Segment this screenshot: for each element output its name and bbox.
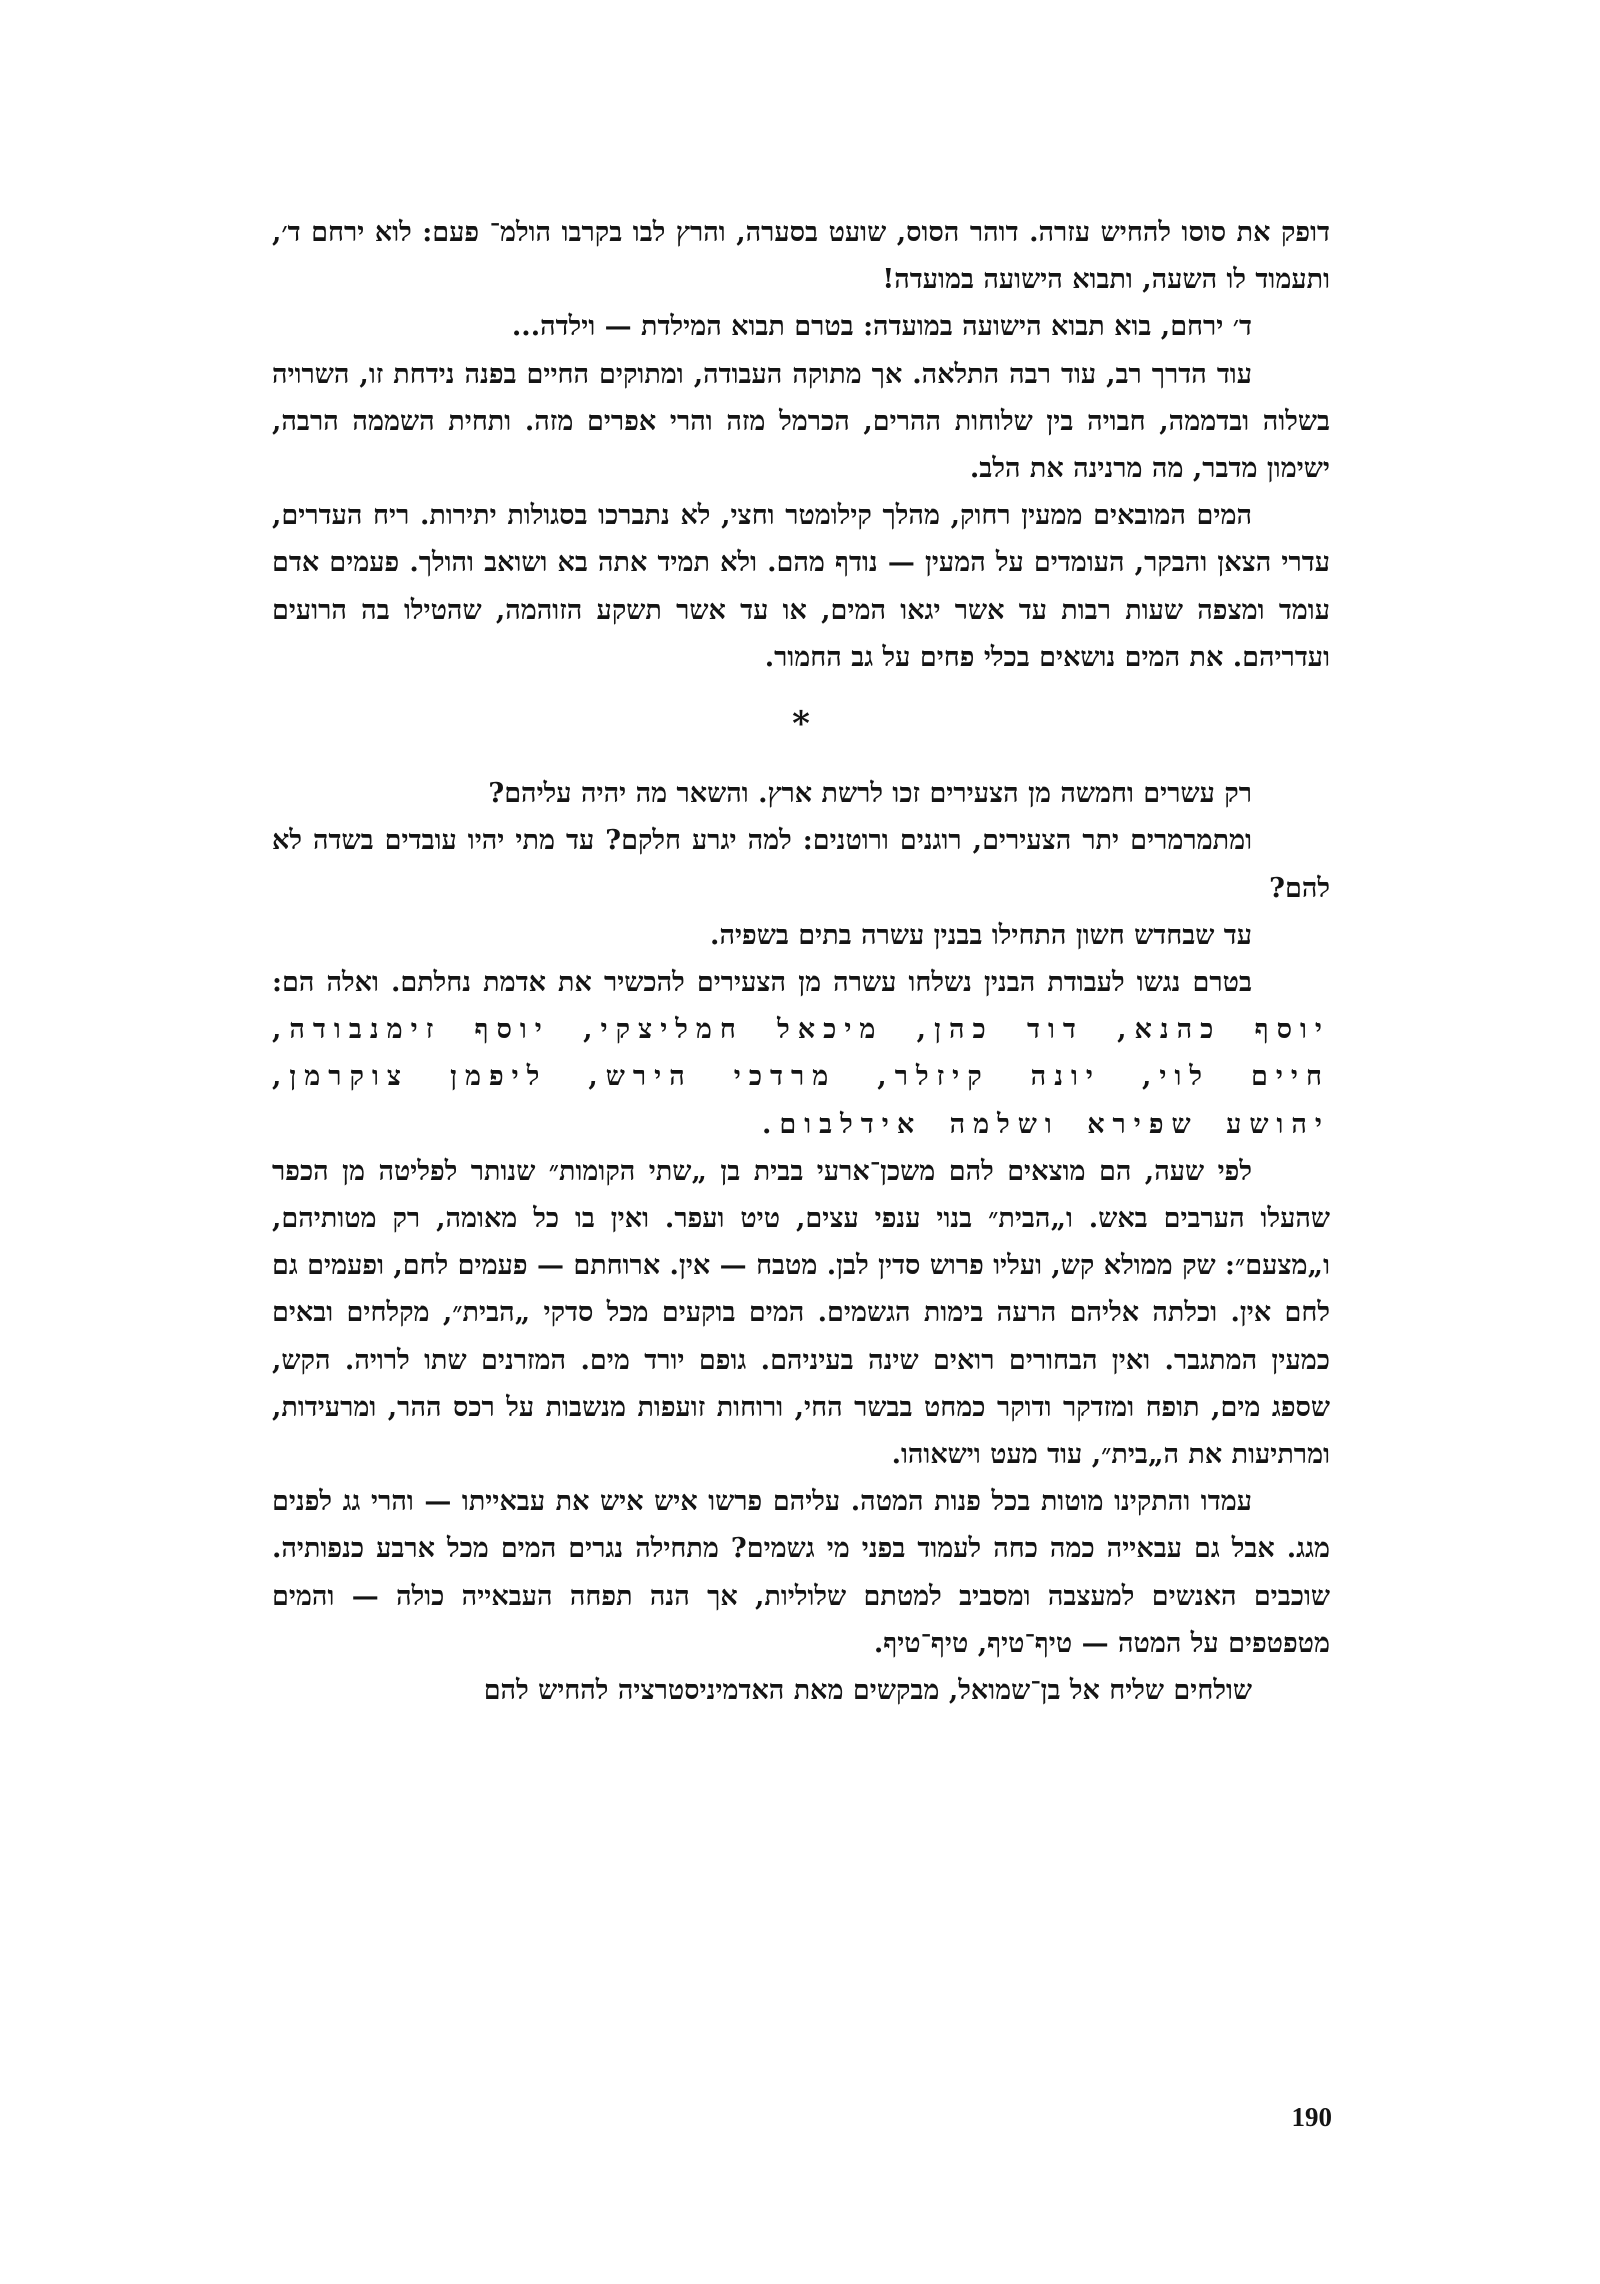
paragraph-1: דופק את סוסו להחיש עזרה. דוהר הסוס, שועט בסערה, והרץ לבו בקרבו הולמ־ פעם: לוא ירחם ד׳, ותעמוד לו השעה, ותבוא הישועה במועדה!	[272, 217, 1330, 296]
page-number: 190	[1291, 2102, 1332, 2132]
names-list: יוסף כהנא, דוד כהן, מיכאל חמליצקי, יוסף זימנבודה, חיים לוי, יונה קיזלר, מרדכי הירש, ליפמן צוקרמן, יהושע שפירא ושלמה אידלבום.	[272, 1014, 1330, 1140]
names-lead: בטרם נגשו לעבודת הבנין נשלחו עשרה מן הצעירים להכשיר את אדמת נחלתם. ואלה הם:	[272, 967, 1252, 999]
paragraph-9: עמדו והתקינו מוטות בכל פנות המטה. עליהם פרשו איש איש את עבאייתו — והרי גג לפנים מגג. אבל גם עבאייה כמה כחה לעמוד בפני מי גשמים? מתחילה נגרים המים מכל ארבע כנפותיה. שוכבים האנשים למעצבה ומסביב למטתם שלוליות, אך הנה תפחה העבאייה כולה — והמים מטפטפים על המטה — טיף־טיף, טיף־טיף.	[272, 1486, 1330, 1659]
paragraph-8: לפי שעה, הם מוצאים להם משכן־ארעי בבית בן „שתי הקומות״ שנותר לפליטה מן הכפר שהעלו הערבים באש. ו„הבית״ בנוי ענפי עצים, טיט ועפר. ואין בו כל מאומה, רק מטותיהם, ו„מצעם״: שק ממולא קש, ועליו פרוש סדין לבן. מטבח — אין. ארוחתם — פעמים לחם, ופעמים גם לחם אין. וכלתה אליהם הרעה בימות הגשמים. המים בוקעים מכל סדקי „הבית״, מקלחים ובאים כמעין המתגבר. ואין הבחורים רואים שינה בעיניהם. גופם יורד מים. המזרנים שתו לרויה. הקש, שספג מים, תופח ומזדקר ודוקר כמחט בבשר החי, ורוחות זועפות מנשבות על רכס ההר, ומרעידות, ומרתיעות את ה„בית״, עוד מעט וישאוהו.	[272, 1155, 1330, 1471]
paragraph-7: עד שבחדש חשון התחילו בבנין עשרה בתים בשפיה.	[710, 919, 1252, 951]
body-text	[272, 209, 1330, 1714]
section-separator: *	[792, 704, 810, 745]
paragraph-3: עוד הדרך רב, עוד רבה התלאה. אך מתוקה העבודה, ומתוקים החיים בפנה נידחת זו, השרויה בשלוה ובדממה, חבויה בין שלוחות ההרים, הכרמל מזה והרי אפרים מזה. ותחית השממה הרבה, ישימון מדבר, מה מרנינה את הלב.	[272, 358, 1330, 485]
paragraph-6: ומתמרמרים יתר הצעירים, רוגנים ורוטנים: למה יגרע חלקם? עד מתי יהיו עובדים בשדה לא להם?	[272, 825, 1330, 904]
paragraph-5: רק עשרים וחמשה מן הצעירים זכו לרשת ארץ. והשאר מה יהיה עליהם?	[488, 778, 1252, 810]
paragraph-10: שולחים שליח אל בן־שמואל, מבקשים מאת האדמיניסטרציה להחיש להם	[483, 1675, 1252, 1707]
paragraph-names	[272, 959, 1330, 1148]
paragraph-2: ד׳ ירחם, בוא תבוא הישועה במועדה: בטרם תבוא המילדת — וילדה...	[511, 311, 1252, 343]
paragraph-4: המים המובאים ממעין רחוק, מהלך קילומטר וחצי, לא נתברכו בסגולות יתירות. ריח העדרים, עדרי הצאן והבקר, העומדים על המעין — נודף מהם. ולא תמיד אתה בא ושואב והולך. פעמים אדם עומד ומצפה שעות רבות עד אשר יגאו המים, או עד אשר תשקע הזוהמה, שהטילו בה הרועים ועדריהם. את המים נושאים בכלי פחים על גב החמור.	[272, 500, 1330, 673]
